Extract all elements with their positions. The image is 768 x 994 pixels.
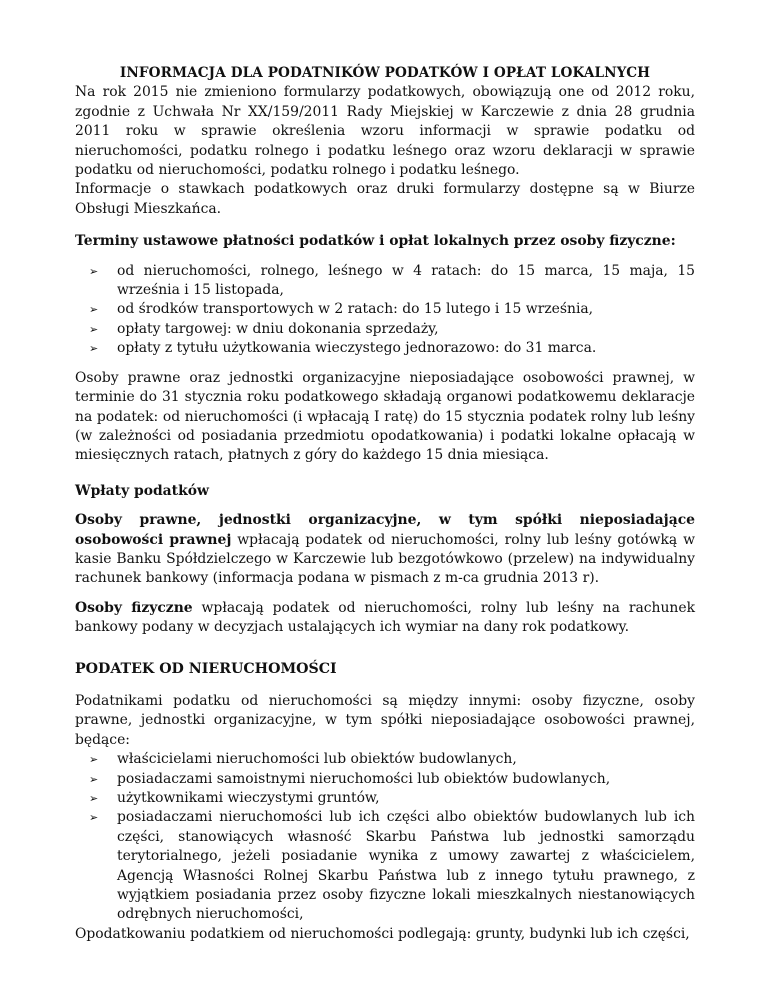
arrow-bullet-icon: ➢ [89, 792, 99, 805]
list-item: ➢ użytkownikami wieczystymi gruntów, [117, 789, 695, 808]
terminy-list [75, 262, 695, 359]
arrow-bullet-icon: ➢ [89, 342, 99, 356]
arrow-bullet-icon: ➢ [89, 753, 99, 767]
nieruchomosci-tail: Opodatkowaniu podatkiem od nieruchomości podlegają: grunty, budynki lub ich części, [75, 925, 690, 942]
intro-paragraph-2: Informacje o stawkach podatkowych oraz druki formularzy dostępne są w Biurze Obsługi Mieszkańca. [75, 181, 695, 217]
nieruchomosci-intro: Podatnikami podatku od nieruchomości są między innymi: osoby fizyczne, osoby prawne, jednostki organizacyjne, w tym spółki nieposiadające osobowości prawnej, będące: [75, 692, 695, 748]
document-page [75, 64, 695, 944]
list-item: ➢ posiadaczami samoistnymi nieruchomości lub obiektów budowlanych, [117, 770, 695, 789]
arrow-bullet-icon: ➢ [89, 811, 99, 825]
wplaty-paragraph-1 [75, 511, 695, 589]
wplaty-p1-bold: Osoby prawne, jednostki organizacyjne, w tym spółki nieposiadające osobowości prawnej [75, 512, 695, 548]
wplaty-p1-rest: wpłacają podatek od nieruchomości, rolny lub leśny gotówką w kasie Banku Spółdzielczego w Karczewie lub bezgotówkowo (przelew) na indywidualny rachunek bankowy (informacja podana w pismach z m-ca grudnia 2013 r). [75, 531, 695, 587]
list-item: ➢ posiadaczami nieruchomości lub ich części albo obiektów budowlanych lub ich części, stanowiących własność Skarbu Państwa lub jednostki samorządu terytorialnego, jeżeli posiadanie wynika z umowy zawartej z właścicielem, Agencją Własności Rolnej Skarbu Państwa lub z innego tytułu prawnego, z wyjątkiem posiadania przez osoby fizyczne lokali mieszkalnych niestanowiących odrębnych nieruchomości, [89, 809, 695, 923]
intro-paragraph-1: Na rok 2015 nie zmieniono formularzy podatkowych, obowiązują one od 2012 roku, zgodnie z Uchwała Nr XX/159/2011 Rady Miejskiej w Karczewie z dnia 28 grudnia 2011 roku w sprawie określenia wzoru informacji w sprawie podatku od nieruchomości, podatku rolnego i podatku leśnego oraz wzoru deklaracji w sprawie podatku od nieruchomości, podatku rolnego i podatku leśnego. [75, 84, 695, 179]
list-item: ➢ od nieruchomości, rolnego, leśnego w 4 ratach: do 15 marca, 15 maja, 15 września i 15 listopada, [89, 262, 695, 299]
arrow-bullet-icon: ➢ [89, 303, 99, 317]
arrow-bullet-icon: ➢ [89, 264, 99, 278]
wplaty-heading: Wpłaty podatków [75, 482, 209, 499]
arrow-bullet-icon: ➢ [89, 322, 99, 336]
arrow-bullet-icon: ➢ [89, 772, 99, 786]
list-item: ➢ opłaty z tytułu użytkowania wieczystego jednorazowo: do 31 marca. [117, 339, 695, 358]
document-title: INFORMACJA DLA PODATNIKÓW PODATKÓW I OPŁAT LOKALNYCH [119, 65, 651, 81]
wplaty-p2-rest: wpłacają podatek od nieruchomości, rolny lub leśny na rachunek bankowy podany w decyzjach ustalających ich wymiar na dany rok podatkowy. [75, 599, 695, 636]
list-item: ➢ właścicielami nieruchomości lub obiektów budowlanych, [117, 750, 695, 769]
nieruchomosci-heading: PODATEK OD NIERUCHOMOŚCI [75, 660, 337, 677]
list-item: ➢ od środków transportowych w 2 ratach: do 15 lutego i 15 września, [117, 300, 695, 319]
terminy-paragraph: Osoby prawne oraz jednostki organizacyjne nieposiadające osobowości prawnej, w terminie do 31 stycznia roku podatkowego składają organowi podatkowemu deklaracje na podatek: od nieruchomości (i wpłacają I ratę) do 15 stycznia podatek rolny lub leśny (w zależności od posiadania przedmiotu opodatkowania) i podatki lokalne opłacają w miesięcznych ratach, płatnych z góry do każdego 15 dnia miesiąca. [75, 369, 695, 464]
wplaty-paragraph-2 [75, 599, 695, 638]
wplaty-p2-bold: Osoby fizyczne [75, 599, 193, 616]
list-item: ➢ opłaty targowej: w dniu dokonania sprzedaży, [117, 320, 695, 339]
nieruchomosci-list [75, 750, 695, 925]
terminy-heading: Terminy ustawowe płatności podatków i opłat lokalnych przez osoby fizyczne: [75, 233, 676, 250]
